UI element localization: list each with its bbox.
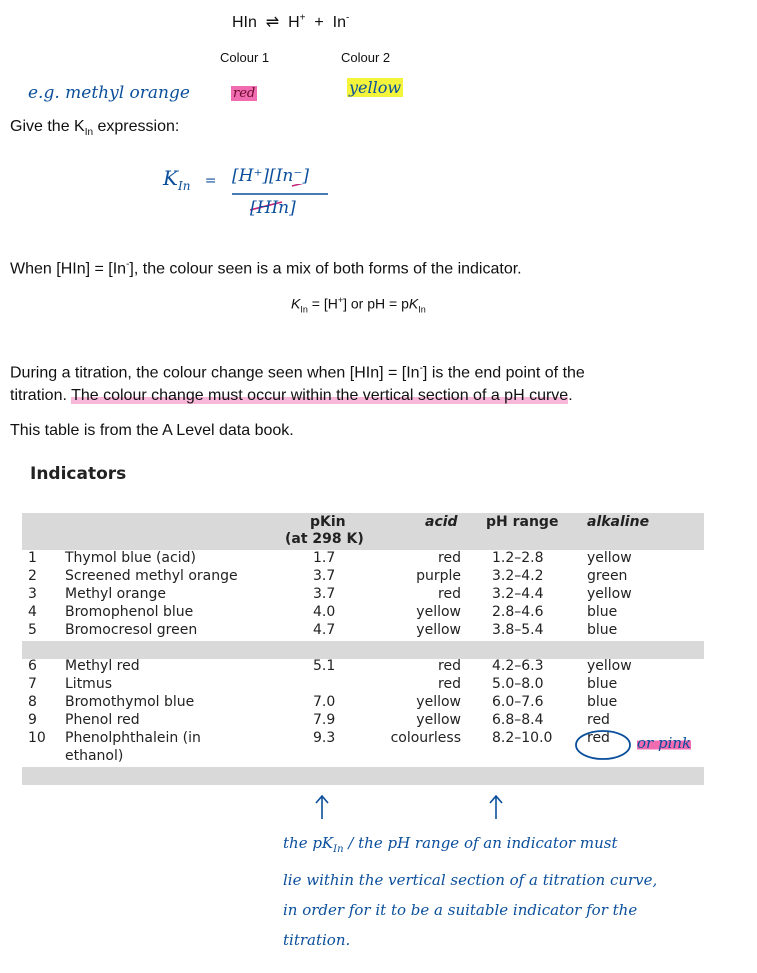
note-line-2: lie within the vertical section of a titration curve, xyxy=(283,871,658,889)
in-charge: - xyxy=(345,12,350,24)
circle-around-red xyxy=(572,728,634,768)
kin-eq-mid: = [H xyxy=(307,295,338,312)
cell-name: Bromophenol blue xyxy=(65,604,194,620)
h-charge: + xyxy=(299,12,306,24)
kin-eq-ph: ] or pH = p xyxy=(343,295,409,312)
kin-equals: = xyxy=(204,173,217,189)
table-row xyxy=(22,568,704,586)
header-ph-range: pH range xyxy=(486,514,559,530)
cell-range: 1.2–2.8 xyxy=(492,550,544,566)
note-line-3: in order for it to be a suitable indicator for the xyxy=(283,901,638,919)
kin-eq-k-sub: In xyxy=(300,304,308,315)
kin-ph-equation xyxy=(291,295,426,314)
arrow-to-pkin-icon xyxy=(316,796,328,819)
kin-k-sub: In xyxy=(177,179,191,193)
cell-range: 3.8–5.4 xyxy=(492,622,544,638)
cell-pk: 7.9 xyxy=(313,712,336,728)
cell-alk: red xyxy=(587,730,610,746)
cell-name: Screened methyl orange xyxy=(65,568,238,584)
cell-range: 3.2–4.4 xyxy=(492,586,544,602)
kin-numerator: [H⁺][In⁻] xyxy=(232,166,309,186)
cell-pk: 4.0 xyxy=(313,604,336,620)
cell-acid: red xyxy=(438,658,461,674)
cell-pk: 9.3 xyxy=(313,730,336,746)
table-row xyxy=(22,694,704,712)
header-acid: acid xyxy=(425,514,458,530)
table-row xyxy=(22,676,704,694)
handwritten-conclusion xyxy=(283,828,743,955)
kin-prompt xyxy=(10,118,179,138)
equilibrium-equation xyxy=(232,12,349,32)
cell-alk: blue xyxy=(587,694,618,710)
cell-acid: yellow xyxy=(416,712,461,728)
cell-pk: 7.0 xyxy=(313,694,336,710)
para1-start: When [HIn] = [In xyxy=(10,260,127,278)
cell-alk: blue xyxy=(587,676,618,692)
para1-charge: - xyxy=(126,259,130,270)
cell-range: 3.2–4.2 xyxy=(492,568,544,584)
paragraph-equal-concentrations xyxy=(10,259,522,278)
cell-n: 1 xyxy=(28,550,37,566)
table-row xyxy=(22,604,704,622)
note-line-4: titration. xyxy=(283,931,351,949)
handwritten-yellow: yellow xyxy=(349,78,402,97)
colour1-label: Colour 1 xyxy=(220,50,270,65)
para2-line2-start: titration. xyxy=(10,387,72,404)
note-pk-sub: In xyxy=(333,844,344,855)
handwritten-example: e.g. methyl orange xyxy=(28,83,190,103)
header-pkin: pKin xyxy=(310,514,346,530)
in-term: In xyxy=(332,14,346,31)
cell-range: 8.2–10.0 xyxy=(492,730,553,746)
colour2-label: Colour 2 xyxy=(341,50,391,65)
cancel-stroke-numerator xyxy=(292,184,324,186)
cell-name: Bromocresol green xyxy=(65,622,198,638)
para2-line2-end: . xyxy=(568,387,573,404)
kin-prompt-tail: expression: xyxy=(93,118,180,135)
cell-acid: colourless xyxy=(390,730,461,746)
cell-acid: yellow xyxy=(416,694,461,710)
cell-name: Phenolphthalein (in xyxy=(65,730,201,746)
cell-name-continued: ethanol) xyxy=(65,748,124,764)
para1-end: ], the colour seen is a mix of both forms of the indicator. xyxy=(129,260,522,278)
cell-acid: red xyxy=(438,586,461,602)
header-alkaline: alkaline xyxy=(587,514,650,530)
table-row xyxy=(22,586,704,604)
table-row xyxy=(22,550,704,568)
kin-eq-k: K xyxy=(291,295,301,312)
cell-name: Thymol blue (acid) xyxy=(65,550,196,566)
para2-charge: - xyxy=(419,363,423,374)
cell-n: 10 xyxy=(28,730,46,746)
table-title: Indicators xyxy=(30,464,127,484)
para2-line1-end: ] is the end point of the xyxy=(422,364,585,382)
cell-n: 3 xyxy=(28,586,37,602)
equilibrium-arrow: ⇌ xyxy=(265,14,280,31)
paragraph-end-point-line2 xyxy=(10,387,573,405)
table-header xyxy=(22,513,704,550)
cell-pk: 3.7 xyxy=(313,586,336,602)
kin-prompt-text: Give the K xyxy=(10,118,85,135)
cell-acid: red xyxy=(438,676,461,692)
cell-n: 7 xyxy=(28,676,37,692)
kin-prompt-sub: In xyxy=(84,127,94,139)
cell-alk: blue xyxy=(587,604,618,620)
cell-range: 6.8–8.4 xyxy=(492,712,544,728)
plus-sign: + xyxy=(314,14,324,31)
cell-name: Methyl red xyxy=(65,658,140,674)
header-pkin-temp: (at 298 K) xyxy=(285,531,364,547)
cell-n: 2 xyxy=(28,568,37,584)
kin-handwritten-lhs xyxy=(163,166,217,193)
hin-term: HIn xyxy=(232,14,257,31)
table-separator-band xyxy=(22,641,704,659)
cell-name: Litmus xyxy=(65,676,112,692)
handwritten-or-pink xyxy=(637,734,691,752)
kin-eq-h-charge: + xyxy=(337,295,344,305)
cell-pk: 5.1 xyxy=(313,658,336,674)
cell-alk: blue xyxy=(587,622,618,638)
cell-range: 2.8–4.6 xyxy=(492,604,544,620)
cell-n: 4 xyxy=(28,604,37,620)
data-book-note: This table is from the A Level data book. xyxy=(10,422,294,439)
up-arrows xyxy=(312,793,512,823)
cell-alk: yellow xyxy=(587,658,632,674)
cell-pk: 3.7 xyxy=(313,568,336,584)
highlighted-vertical-section-text: The colour change must occur within the vertical section of a pH curve xyxy=(71,387,569,404)
cell-pk: 1.7 xyxy=(313,550,336,566)
cell-alk: yellow xyxy=(587,550,632,566)
cell-n: 5 xyxy=(28,622,37,638)
cell-range: 6.0–7.6 xyxy=(492,694,544,710)
cell-n: 8 xyxy=(28,694,37,710)
cell-range: 5.0–8.0 xyxy=(492,676,544,692)
arrow-to-ph-range-icon xyxy=(490,796,502,819)
cell-n: 9 xyxy=(28,712,37,728)
cell-pk: 4.7 xyxy=(313,622,336,638)
handwritten-red: red xyxy=(233,86,256,101)
kin-eq-k2: K xyxy=(408,295,419,312)
note-pk: the pK xyxy=(283,834,334,852)
or-pink-text: or pink xyxy=(637,734,692,752)
cell-name: Bromothymol blue xyxy=(65,694,195,710)
paragraph-end-point-line1 xyxy=(10,363,585,382)
cell-acid: yellow xyxy=(416,622,461,638)
table-bottom-band xyxy=(22,767,704,785)
h-term: H xyxy=(288,14,300,31)
note-line-1 xyxy=(283,828,743,865)
cell-alk: green xyxy=(587,568,628,584)
note-line1-rest: / the pH range of an indicator must xyxy=(343,834,618,852)
cell-name: Methyl orange xyxy=(65,586,166,602)
cell-range: 4.2–6.3 xyxy=(492,658,544,674)
cell-name: Phenol red xyxy=(65,712,140,728)
cell-acid: yellow xyxy=(416,604,461,620)
cell-alk: yellow xyxy=(587,586,632,602)
kin-k: K xyxy=(163,166,178,190)
cell-acid: purple xyxy=(416,568,461,584)
cell-acid: red xyxy=(438,550,461,566)
kin-eq-k2-sub: In xyxy=(418,304,426,315)
kin-denominator: [HIn] xyxy=(250,198,296,218)
cell-alk: red xyxy=(587,712,610,728)
para2-line1-start: During a titration, the colour change seen when [HIn] = [In xyxy=(10,364,420,382)
table-row xyxy=(22,622,704,640)
cell-n: 6 xyxy=(28,658,37,674)
table-row xyxy=(22,658,704,676)
